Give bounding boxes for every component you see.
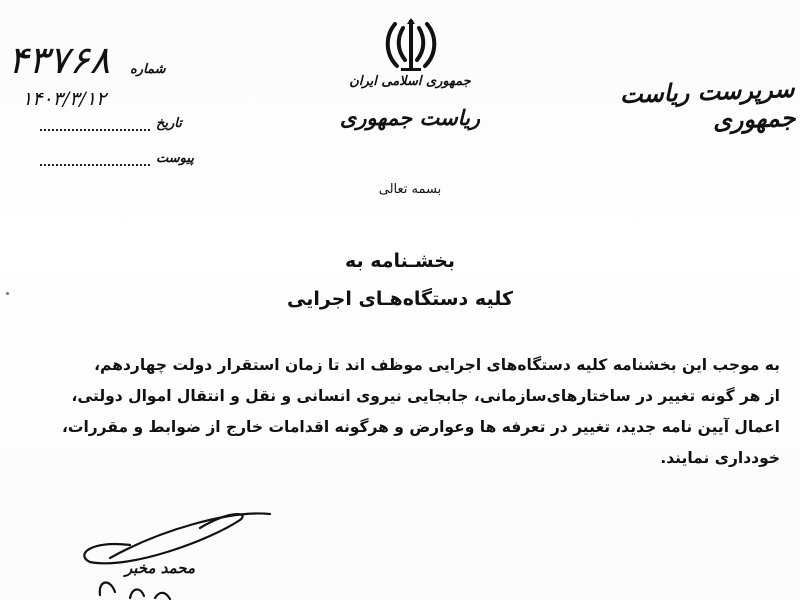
body-line: از هر گونه تغییر در ساختارهای‌سازمانی، جابجایی نیروی انسانی و نقل و انتقال اموال دولتی، — [71, 387, 780, 405]
body-line: اعمال آیین نامه جدید، تغییر در تعرفه ها وعوارض و هرگونه اقدامات خارج از ضوابط و مقررات، — [61, 418, 780, 436]
body-line: به موجب این بخشنامه کلیه دستگاه‌های اجرایی موظف اند تا زمان استقرار دولت چهاردهم، — [94, 356, 780, 374]
reference-attachment-label: پیوست — [156, 151, 194, 166]
reference-date-row — [40, 116, 182, 131]
letter-body — [40, 350, 780, 474]
signer-name: محمد مخبر — [124, 559, 195, 577]
org-name: جمهوری اسلامی ایران — [349, 74, 471, 89]
invocation: بسمه تعالی — [378, 182, 442, 197]
circular-title: بخشـنامه به — [344, 250, 456, 272]
reference-number-row — [130, 62, 165, 77]
circular-recipient: کلیه دستگاه‌هـای اجرایی — [286, 288, 513, 310]
reference-number-value: ۴۳۷۶۸ — [8, 38, 111, 82]
reference-date-value: ۱۴۰۳/۳/۱۲ — [22, 88, 107, 110]
reference-number-label: شماره — [130, 62, 166, 77]
reference-attachment-row — [40, 151, 194, 166]
reference-attachment-dots — [40, 162, 150, 166]
supervisor-title: سرپرست ریاست جمهوری — [619, 73, 796, 135]
stray-mark — [6, 292, 9, 295]
reference-date-dots — [40, 127, 150, 131]
iran-emblem-icon — [381, 14, 441, 74]
reference-date-label: تاریخ — [156, 116, 182, 131]
body-line: خودداری نمایند. — [660, 449, 780, 467]
office-name: ریاست جمهوری — [339, 105, 481, 130]
signature-mark — [70, 500, 300, 600]
